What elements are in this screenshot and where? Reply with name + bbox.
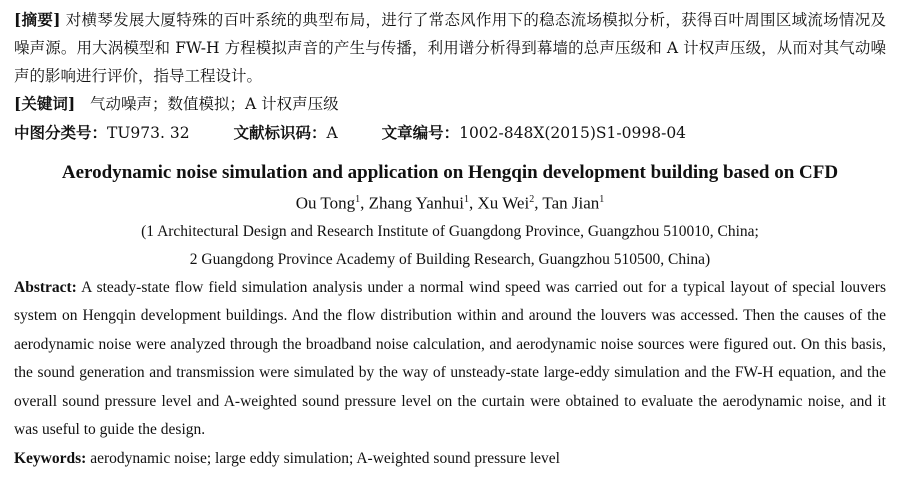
author-affiliation-mark: 1 <box>464 194 470 205</box>
en-abstract-text: A steady-state flow field simulation analysis under a normal wind speed was carried out for a typical layout of special louvers system on Hengqin development buildings. And the flow distribution within and around the louvers was accessed. Then the causes of the aerodynamic noise were analyzed through the broadband noise calculation, and aerodynamic noise sources were figured out. On this basis, the sound generation and transmission were simulated by the way of unsteady-state large-eddy simulation and the FW-H equation, and the overall sound pressure level and A-weighted sound pressure level on the curtain were obtained to evaluate the aerodynamic noise, and it was useful to guide the design. <box>14 278 886 439</box>
en-keywords-text: aerodynamic noise; large eddy simulation; A-weighted sound pressure level <box>90 449 560 467</box>
article-id-label: 文章编号： <box>381 123 460 142</box>
clc-value: TU973. 32 <box>107 124 190 142</box>
classification-line <box>14 120 886 146</box>
author-affiliation-mark: 1 <box>599 194 605 205</box>
affiliation-2: 2 Guangdong Province Academy of Building Research, Guangzhou 510500, China) <box>189 250 711 268</box>
english-keywords <box>14 445 886 473</box>
english-title: Aerodynamic noise simulation and application on Hengqin development building based on CFD <box>61 162 839 183</box>
cn-abstract-label: [摘要] <box>14 10 61 29</box>
clc-label: 中图分类号： <box>14 123 108 142</box>
affiliation-1: (1 Architectural Design and Research Institute of Guangdong Province, Guangzhou 510010, China; <box>141 222 759 240</box>
doc-code-label: 文献标识码： <box>233 123 327 142</box>
author-name: Zhang Yanhui <box>368 193 465 213</box>
cn-abstract-text: 对横琴发展大厦特殊的百叶系统的典型布局，进行了常态风作用下的稳态流场模拟分析，获得百叶周围区域流场情况及噪声源。用大涡模型和 FW-H 方程模拟声音的产生与传播，利用谱分析得到幕墙的总声压级和 A 计权声压级，从而对其气动噪声的影响进行评价，指导工程设计。 <box>14 11 886 85</box>
article-id-value: 1002-848X(2015)S1-0998-04 <box>459 124 687 142</box>
cn-abstract <box>14 6 886 90</box>
english-abstract <box>14 274 886 445</box>
author-affiliation-mark: 1 <box>355 194 361 205</box>
cn-keywords-text: 气动噪声；数值模拟；A 计权声压级 <box>89 95 339 113</box>
cn-keywords-label: [关键词] <box>14 94 76 113</box>
author-name: Xu Wei <box>477 193 530 213</box>
en-keywords-label: Keywords: <box>14 449 87 467</box>
author-name: Ou Tong <box>295 193 356 213</box>
doc-code-value: A <box>326 124 338 142</box>
cn-keywords <box>14 90 886 118</box>
author-name: Tan Jian <box>542 193 600 213</box>
author-affiliation-mark: 2 <box>529 194 535 205</box>
en-abstract-label: Abstract: <box>14 278 77 296</box>
author-list: Ou Tong$^1$, Zhang Yanhui$^1$, Xu Wei$^2$, Tan Jian$^1$ <box>295 193 605 213</box>
